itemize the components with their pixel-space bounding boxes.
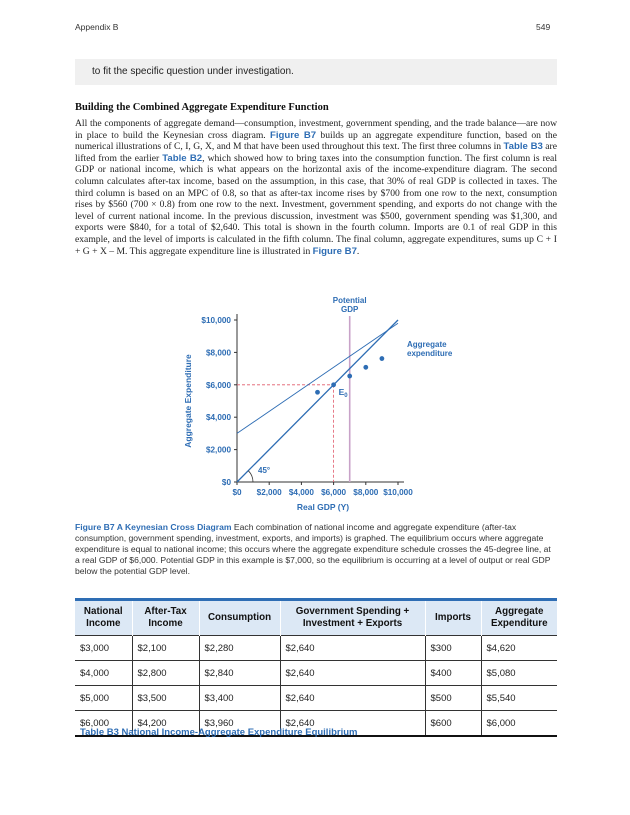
table-cell: $2,800: [132, 661, 199, 686]
table-cell: $6,000: [481, 711, 557, 737]
table-b3-link[interactable]: Table B3: [503, 141, 543, 153]
aggregate-expenditure-label: expenditure: [407, 349, 453, 358]
table-cell: $6,000: [75, 711, 132, 737]
figure-caption-text: Each combination of national income and aggregate expenditure (after-tax consumption, government spending, investment, exports, and imports) is graphed. The equilibrium occurs where aggregate expenditure is equal to national income; this occurs where the aggregate expenditure schedule crosses the 45-degree line, at a real GDP of $6,000. Potential GDP in this example is $7,000, so the equilibrium is occurring at a level of output or real GDP below the potential GDP level.: [75, 522, 551, 576]
table-cell: $4,200: [132, 711, 199, 737]
table-row: [75, 686, 557, 711]
data-point: [380, 356, 385, 361]
data-point: [363, 365, 368, 370]
aggregate-expenditure-line: [237, 323, 398, 433]
table-cell: $4,000: [75, 661, 132, 686]
table-cell: $2,640: [280, 661, 425, 686]
callout-text: to fit the specific question under investigation.: [92, 66, 294, 77]
keynesian-cross-chart: [180, 292, 453, 517]
table-caption: Table B3 National Income-Aggregate Expenditure Equilibrium: [80, 727, 358, 738]
table-cell: $3,500: [132, 686, 199, 711]
table-cell: $2,640: [280, 686, 425, 711]
y-tick-label: $4,000: [205, 413, 231, 423]
table-cell: $2,640: [280, 711, 425, 737]
potential-gdp-label: Potential: [332, 296, 367, 305]
y-axis-title: Aggregate Expenditure: [183, 354, 193, 448]
x-tick-label: $4,000: [288, 488, 314, 497]
col-header-gov-invest-exports: Government Spending + Investment + Exports: [280, 600, 425, 636]
y-tick-label: $6,000: [205, 380, 231, 390]
table-cell: $2,640: [280, 636, 425, 661]
table-cell: $3,400: [199, 686, 280, 711]
potential-gdp-label: GDP: [341, 305, 359, 314]
body-paragraph: [75, 118, 557, 257]
x-tick-label: $10,000: [383, 488, 413, 497]
y-tick-label: $0: [221, 478, 231, 487]
paragraph-text-1: All the components of aggregate demand—consumption, investment, government spending, and the trade balance—are now in place to build the Keynesian cross diagram.: [75, 118, 557, 141]
figure-caption-label: Figure B7 A Keynesian Cross Diagram: [75, 522, 232, 532]
note-callout: [75, 59, 557, 85]
section-title: Building the Combined Aggregate Expenditure Function: [75, 102, 329, 113]
paragraph-text-5: .: [356, 245, 360, 257]
paragraph-text-2: builds up an aggregate expenditure function, based on the numerical illustrations of C, I, G, X, and M that have been used throughout this text. The first three columns in: [75, 129, 557, 153]
angle-arc: [248, 471, 253, 482]
col-header-national-income: National Income: [75, 600, 132, 636]
col-header-after-tax-income: After-Tax Income: [132, 600, 199, 636]
col-header-imports: Imports: [425, 600, 481, 636]
data-table: [75, 598, 557, 737]
table-b2-link[interactable]: Table B2: [162, 152, 203, 164]
x-tick-label: $2,000: [256, 488, 282, 497]
table-row: [75, 661, 557, 686]
table-cell: $2,840: [199, 661, 280, 686]
y-tick-label: $8,000: [205, 348, 231, 358]
running-header-left: Appendix B: [75, 22, 119, 32]
x-axis-title: Real GDP (Y): [296, 502, 350, 512]
col-header-aggregate-expenditure: Aggregate Expenditure: [481, 600, 557, 636]
equilibrium-label-subscript: 0: [344, 392, 348, 399]
y-tick-label: $2,000: [205, 445, 231, 455]
table-cell: $5,540: [481, 686, 557, 711]
figure-caption: [75, 522, 557, 577]
col-header-consumption: Consumption: [199, 600, 280, 636]
x-tick-label: $8,000: [353, 488, 379, 497]
table-cell: $400: [425, 661, 481, 686]
angle-label: 45°: [258, 466, 271, 475]
table-cell: $3,960: [199, 711, 280, 737]
table-cell: $300: [425, 636, 481, 661]
x-tick-label: $0: [232, 488, 242, 497]
data-point: [331, 382, 336, 387]
paragraph-text-4: , which showed how to bring taxes into the consumption function. The first column is real GDP or national income, which is what appears on the horizontal axis of the income-expenditure diagram. The second column calculates after-tax income, based on the assumption, in this case, that 30% of real GDP is collected in taxes. The third column is based on an MPC of 0.8, so that as after-tax income rises by $700 from one row to the next, consumption rises by $560 (700 × 0.8) from one row to the next. Investment, government spending, and exports do not change with the level of current national income. In the previous discussion, investment was $500, government spending was $1,300, and exports were $840, for a total of $2,640. This total is shown in the fourth column. Imports are 0.1 of real GDP in this example, and the level of imports is calculated in the fifth column. The final column, aggregate expenditures, sums up C + I + G + X – M. This aggregate expenditure line is illustrated in: [75, 152, 557, 257]
figure-b7-link-2[interactable]: Figure B7: [312, 245, 357, 257]
forty-five-degree-line: [237, 320, 398, 482]
table-cell: $2,280: [199, 636, 280, 661]
equilibrium-label: $E_0$: [338, 386, 348, 399]
data-point: [315, 390, 320, 395]
paragraph-text-3: are lifted from the earlier: [75, 141, 557, 164]
figure-b7-link[interactable]: Figure B7: [270, 129, 317, 141]
table-row: [75, 636, 557, 661]
page-number: 549: [536, 22, 551, 32]
table-cell: $5,080: [481, 661, 557, 686]
aggregate-expenditure-label: Aggregate: [407, 340, 447, 349]
data-point: [347, 374, 352, 379]
y-tick-label: $10,000: [201, 316, 231, 325]
table-cell: $5,000: [75, 686, 132, 711]
table-cell: $500: [425, 686, 481, 711]
table-cell: $600: [425, 711, 481, 737]
table-header-row: [75, 600, 557, 636]
table-cell: $3,000: [75, 636, 132, 661]
table-cell: $4,620: [481, 636, 557, 661]
table-cell: $2,100: [132, 636, 199, 661]
x-tick-label: $6,000: [321, 488, 347, 497]
